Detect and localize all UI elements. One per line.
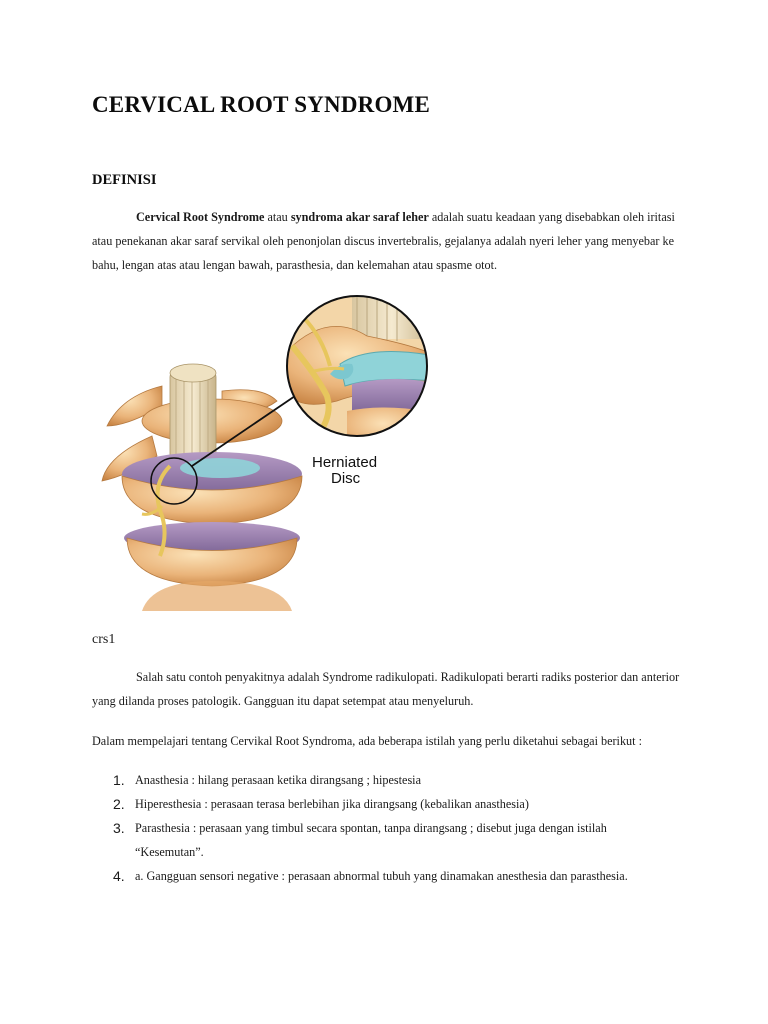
list-text — [135, 816, 682, 864]
list-item — [92, 864, 682, 888]
document-title: CERVICAL ROOT SYNDROME — [92, 92, 430, 117]
herniated-label: Herniated — [312, 454, 378, 471]
istilah-intro-paragraph: Dalam mempelajari tentang Cervikal Root Syndroma, ada beberapa istilah yang perlu diketahui sebagai berikut : — [92, 734, 642, 748]
definition-rest: adalah suatu keadaan yang disebabkan oleh iritasi atau penekanan akar saraf servikal oleh penonjolan discus invertebralis, gejalanya adalah nyeri leher yang menyebar ke bahu, lengan atas atau lengan bawah, parasthesia, dan kelemahan atau spasme otot. — [92, 210, 675, 272]
list-item — [92, 816, 682, 864]
section-heading: DEFINISI — [92, 172, 157, 188]
list-number: 1. — [113, 772, 125, 788]
radikulopati-paragraph: Salah satu contoh penyakitnya adalah Syndrome radikulopati. Radikulopati berarti radiks posterior dan anterior yang dilanda proses patologik. Gangguan itu dapat setempat atau menyeluruh. — [92, 670, 680, 708]
figure-caption: crs1 — [92, 632, 116, 647]
connector-text: atau — [264, 210, 291, 224]
list-item — [92, 792, 682, 816]
list-number: 4. — [113, 868, 125, 884]
list-item — [92, 768, 682, 792]
list-text — [135, 792, 682, 816]
terms-list — [92, 768, 682, 888]
list-number: 3. — [113, 820, 125, 836]
disc-label: Disc — [331, 470, 361, 487]
list-text-main: Anasthesia : hilang perasaan ketika dirangsang ; hipestesia — [135, 773, 421, 787]
list-text — [135, 864, 682, 888]
definition-paragraph — [92, 205, 682, 277]
list-text-main: a. Gangguan sensori negative : perasaan abnormal tubuh yang dinamakan anesthesia dan parasthesia. — [135, 869, 628, 883]
list-text — [135, 768, 682, 792]
list-number: 2. — [113, 796, 125, 812]
term-syndroma-akar-saraf: syndroma akar saraf leher — [290, 210, 429, 224]
term-cervical-root-syndrome: Cervical Root Syndrome — [136, 210, 265, 224]
list-text-continuation: “Kesemutan”. — [135, 845, 204, 859]
list-text-main: Parasthesia : perasaan yang timbul secara spontan, tanpa dirangsang ; disebut juga dengan istilah — [135, 821, 607, 835]
list-text-main: Hiperesthesia : perasaan terasa berlebihan jika dirangsang (kebalikan anasthesia) — [135, 797, 529, 811]
herniated-disc-illustration — [92, 276, 464, 621]
